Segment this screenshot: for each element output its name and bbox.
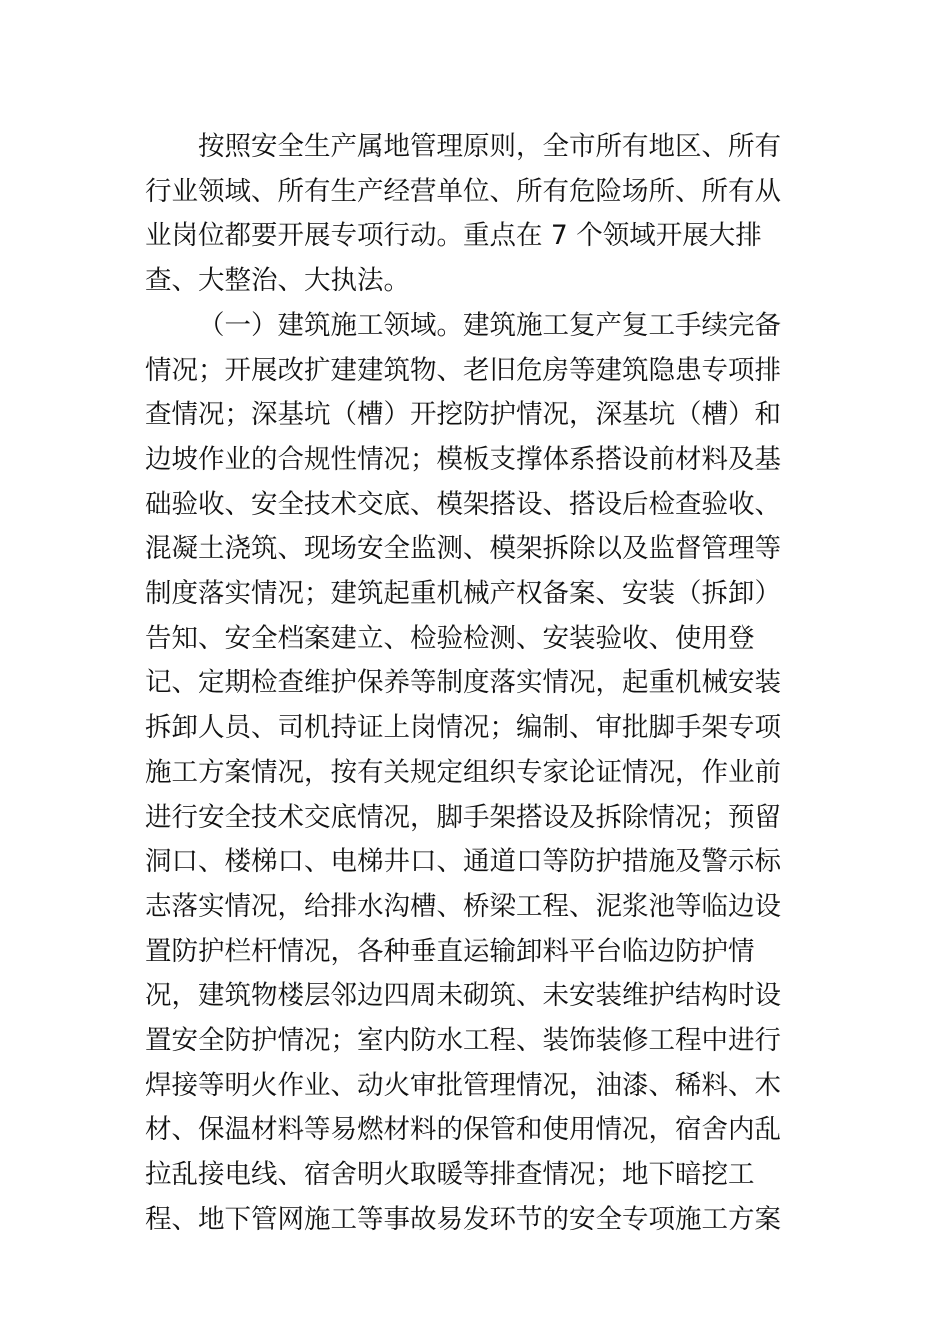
paragraph-construction: （一）建筑施工领域。建筑施工复产复工手续完备情况；开展改扩建建筑物、老旧危房等建筑隐患专项排查情况；深基坑（槽）开挖防护情况，深基坑（槽）和边坡作业的合规性情况；模板支撑体系搭设前材料及基础验收、安全技术交底、模架搭设、搭设后检查验收、混凝土浇筑、现场安全监测、模架拆除以及监督管理等制度落实情况；建筑起重机械产权备案、安装（拆卸）告知、安全档案建立、检验检测、安装验收、使用登记、定期检查维护保养等制度落实情况，起重机械安装拆卸人员、司机持证上岗情况；编制、审批脚手架专项施工方案情况，按有关规定组织专家论证情况，作业前进行安全技术交底情况，脚手架搭设及拆除情况；预留洞口、楼梯口、电梯井口、通道口等防护措施及警示标志落实情况，给排水沟槽、桥梁工程、泥浆池等临边设置防护栏杆情况，各种垂直运输卸料平台临边防护情况，建筑物楼层邻边四周未砌筑、未安装维护结构时设置安全防护情况；室内防水工程、装饰装修工程中进行焊接等明火作业、动火审批管理情况，油漆、稀料、木材、保温材料等易燃材料的保管和使用情况，宿舍内乱拉乱接电线、宿舍明火取暖等排查情况；地下暗挖工程、地下管网施工等事故易发环节的安全专项施工方案 — [145, 309, 781, 1235]
paragraph-intro: 按照安全生产属地管理原则，全市所有地区、所有行业领域、所有生产经营单位、所有危险场所、所有从业岗位都要开展专项行动。重点在 7 个领域开展大排查、大整治、大执法。 — [145, 131, 781, 297]
document-body — [145, 125, 795, 1243]
